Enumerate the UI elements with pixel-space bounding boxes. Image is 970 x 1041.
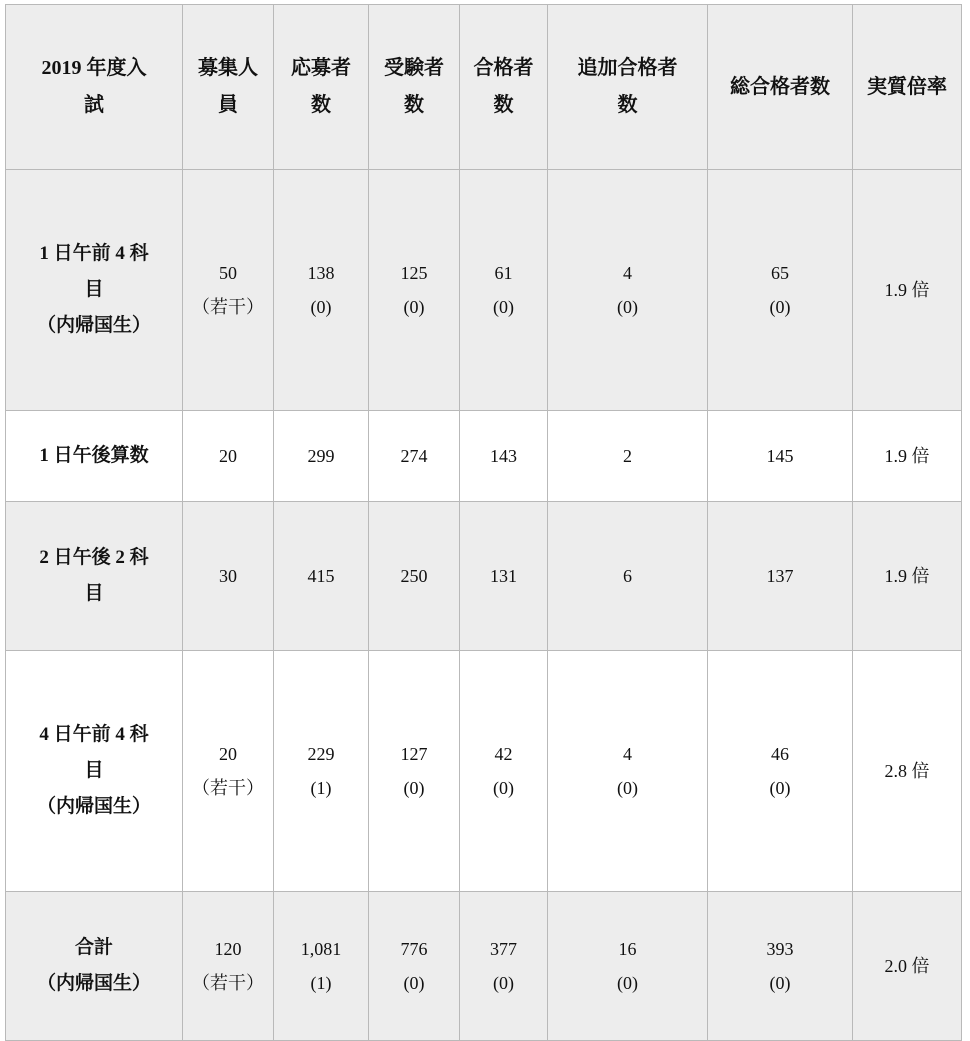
- cell-capacity: [183, 411, 274, 502]
- cell-line: 137: [766, 565, 794, 586]
- column-header-total-passers: [708, 5, 853, 170]
- cell-line: 131: [490, 565, 517, 586]
- cell-line: 目: [84, 583, 104, 604]
- cell-examinees: [369, 892, 460, 1041]
- cell-line: (0): [617, 778, 638, 798]
- cell-line: 4: [623, 743, 632, 764]
- cell-line: （内帰国生）: [36, 315, 151, 337]
- header-line: 募集人: [198, 57, 258, 79]
- cell-total-passers: [708, 892, 853, 1041]
- cell-line: 2: [623, 445, 632, 466]
- cell-line: (0): [617, 973, 638, 993]
- cell-capacity: [183, 892, 274, 1041]
- header-line: 合格者: [473, 57, 534, 79]
- cell-line: 145: [766, 445, 794, 466]
- cell-line: (0): [310, 297, 332, 317]
- column-header-applicants: [274, 5, 369, 170]
- cell-line: 250: [400, 565, 428, 586]
- row-label-cell: [6, 502, 183, 651]
- cell-additional-passers: [548, 502, 708, 651]
- cell-line: 2.0 倍: [884, 955, 930, 976]
- cell-applicants: [274, 502, 369, 651]
- column-header-examinees: [369, 5, 460, 170]
- table-body: [6, 170, 962, 1041]
- cell-line: (0): [493, 297, 514, 317]
- cell-line: (0): [493, 973, 514, 993]
- cell-line: (0): [769, 297, 791, 317]
- cell-total-passers: [708, 170, 853, 411]
- cell-line: （若干）: [192, 778, 264, 798]
- cell-line: 61: [494, 262, 513, 283]
- header-line: 応募者: [291, 57, 351, 79]
- cell-applicants: [274, 411, 369, 502]
- cell-line: （内帰国生）: [36, 973, 151, 994]
- cell-line: 229: [307, 743, 335, 764]
- cell-line: 120: [214, 938, 242, 959]
- cell-line: (0): [493, 778, 514, 798]
- cell-ratio: [853, 892, 962, 1041]
- cell-line: (0): [403, 297, 425, 317]
- cell-line: 目: [84, 278, 104, 300]
- cell-line: 377: [490, 938, 517, 959]
- cell-line: 393: [766, 938, 794, 959]
- cell-line: 30: [219, 565, 237, 586]
- cell-additional-passers: [548, 170, 708, 411]
- cell-total-passers: [708, 502, 853, 651]
- exam-results-table: [5, 4, 962, 1041]
- cell-line: (0): [403, 973, 425, 993]
- cell-additional-passers: [548, 892, 708, 1041]
- column-header-ratio: [853, 5, 962, 170]
- cell-line: 6: [623, 565, 632, 586]
- cell-line: 274: [400, 445, 428, 466]
- cell-capacity: [183, 502, 274, 651]
- cell-line: 50: [219, 262, 237, 283]
- cell-passers: [460, 651, 548, 892]
- cell-additional-passers: [548, 651, 708, 892]
- cell-line: 415: [307, 565, 335, 586]
- cell-line: 2.8 倍: [884, 760, 930, 781]
- cell-line: 125: [400, 262, 428, 283]
- cell-line: (0): [769, 973, 791, 993]
- header-line: 数: [311, 94, 331, 116]
- cell-passers: [460, 170, 548, 411]
- cell-total-passers: [708, 651, 853, 892]
- cell-applicants: [274, 892, 369, 1041]
- cell-passers: [460, 411, 548, 502]
- cell-line: （若干）: [192, 297, 264, 317]
- cell-applicants: [274, 170, 369, 411]
- cell-line: 65: [771, 262, 789, 283]
- cell-line: (0): [617, 297, 638, 317]
- column-header-additional-passers: [548, 5, 708, 170]
- row-label-cell: [6, 651, 183, 892]
- cell-line: 1 日午前 4 科: [39, 242, 149, 264]
- cell-line: 42: [494, 743, 513, 764]
- cell-line: 299: [307, 445, 335, 466]
- cell-line: 1.9 倍: [884, 445, 930, 466]
- table-row: [6, 411, 962, 502]
- cell-line: 1,081: [300, 938, 342, 959]
- cell-additional-passers: [548, 411, 708, 502]
- cell-line: 127: [400, 743, 428, 764]
- cell-line: 1 日午後算数: [39, 444, 149, 466]
- header-line: 2019 年度入: [41, 57, 147, 79]
- cell-line: (0): [769, 778, 791, 798]
- table-row: [6, 502, 962, 651]
- cell-ratio: [853, 651, 962, 892]
- cell-ratio: [853, 411, 962, 502]
- cell-examinees: [369, 502, 460, 651]
- cell-line: 合計: [74, 936, 113, 958]
- cell-line: （内帰国生）: [36, 796, 151, 818]
- cell-capacity: [183, 651, 274, 892]
- cell-line: 46: [771, 743, 789, 764]
- cell-line: 4 日午前 4 科: [39, 723, 149, 745]
- header-line: 総合格者数: [730, 75, 830, 98]
- header-line: 試: [84, 94, 104, 116]
- header-line: 数: [493, 94, 514, 116]
- cell-applicants: [274, 651, 369, 892]
- header-line: 追加合格者: [577, 57, 678, 79]
- header-line: 員: [218, 94, 238, 116]
- table-row: [6, 170, 962, 411]
- cell-examinees: [369, 170, 460, 411]
- cell-examinees: [369, 651, 460, 892]
- cell-line: (0): [403, 778, 425, 798]
- cell-total-passers: [708, 411, 853, 502]
- cell-line: 776: [400, 938, 428, 959]
- cell-line: 4: [623, 262, 632, 283]
- cell-line: （若干）: [192, 973, 264, 993]
- cell-examinees: [369, 411, 460, 502]
- cell-passers: [460, 892, 548, 1041]
- header-line: 数: [404, 94, 424, 116]
- column-header-passers: [460, 5, 548, 170]
- header-line: 受験者: [384, 57, 444, 79]
- row-label-cell: [6, 892, 183, 1041]
- cell-passers: [460, 502, 548, 651]
- cell-line: 20: [219, 743, 237, 764]
- cell-line: 2 日午後 2 科: [39, 546, 149, 568]
- column-header-exam-name: [6, 5, 183, 170]
- cell-line: 1.9 倍: [884, 279, 930, 300]
- cell-line: (1): [310, 973, 332, 993]
- table-header-row: [6, 5, 962, 170]
- header-line: 数: [617, 94, 638, 116]
- cell-line: 143: [490, 445, 517, 466]
- cell-ratio: [853, 502, 962, 651]
- column-header-capacity: [183, 5, 274, 170]
- header-line: 実質倍率: [867, 75, 947, 98]
- cell-line: (1): [310, 778, 332, 798]
- table-row: [6, 651, 962, 892]
- cell-ratio: [853, 170, 962, 411]
- table-header: [6, 5, 962, 170]
- cell-capacity: [183, 170, 274, 411]
- cell-line: 目: [84, 759, 104, 781]
- row-label-cell: [6, 170, 183, 411]
- cell-line: 16: [618, 938, 637, 959]
- row-label-cell: [6, 411, 183, 502]
- cell-line: 1.9 倍: [884, 565, 930, 586]
- table-row-total: [6, 892, 962, 1041]
- document-sheet: [0, 4, 970, 1030]
- cell-line: 20: [219, 445, 237, 466]
- cell-line: 138: [307, 262, 335, 283]
